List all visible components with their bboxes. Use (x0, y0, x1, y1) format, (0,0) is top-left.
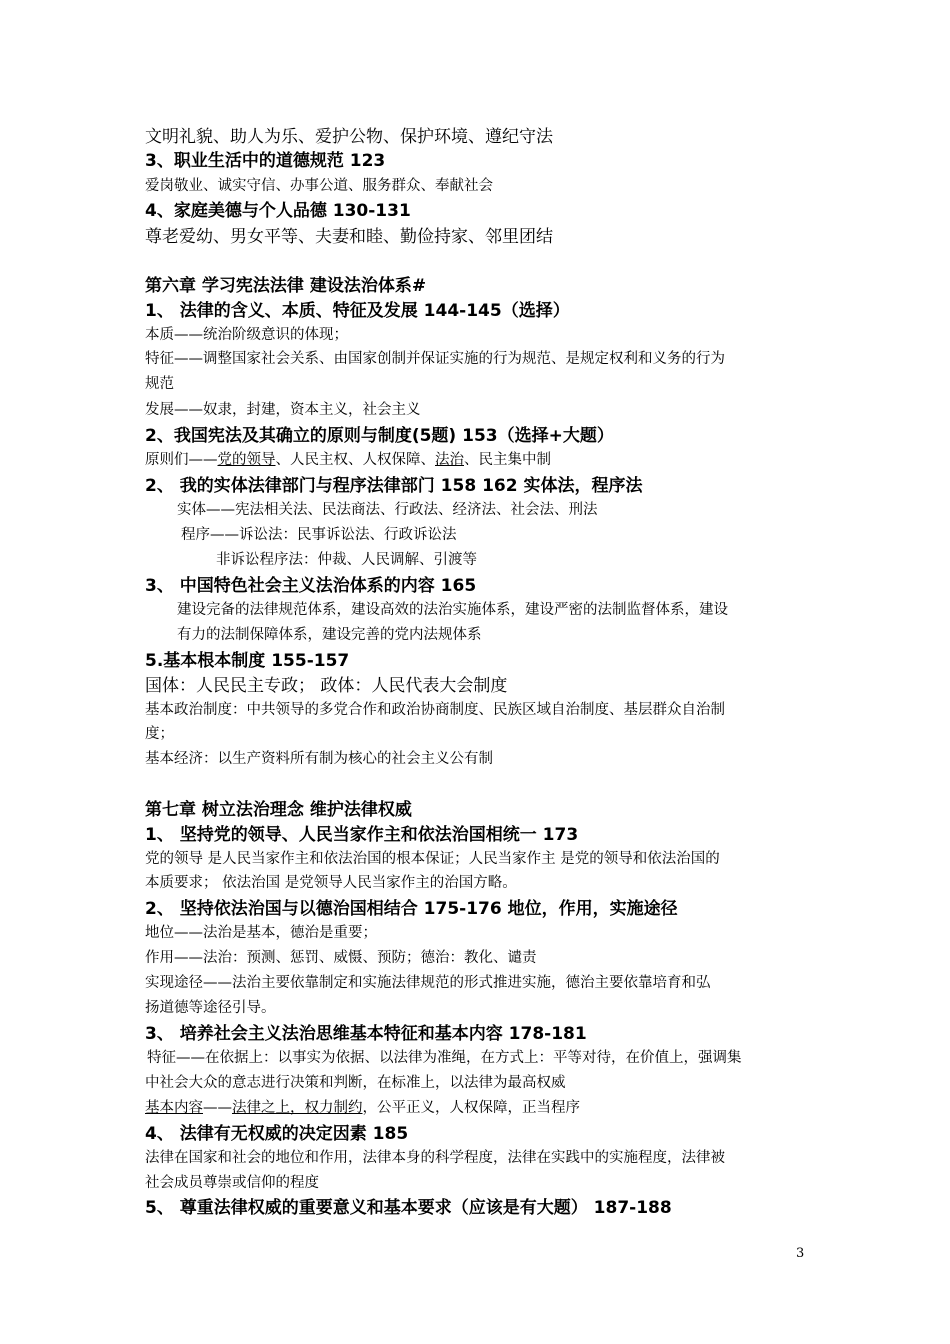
section-heading: 5.基本根本制度 155-157 (145, 651, 350, 671)
text-line: 本质要求； 依法治国 是党领导人民当家作主的治国方略。 (145, 875, 517, 891)
text-segment: 、民主集中制 (464, 452, 551, 468)
page-number: 3 (796, 1246, 805, 1261)
section-heading: 4、 法律有无权威的决定因素 185 (145, 1124, 409, 1144)
text-line: 建设完备的法律规范体系，建设高效的法治实施体系，建设严密的法制监督体系，建设 (177, 602, 728, 618)
text-line: 特征——调整国家社会关系、由国家创制并保证实施的行为规范、是规定权利和义务的行为 (145, 351, 725, 367)
text-line: 实现途径——法治主要依靠制定和实施法律规范的形式推进实施，德治主要依靠培育和弘 (145, 975, 711, 991)
underlined-text: 党的领导 (217, 452, 276, 468)
chapter-heading: 第七章 树立法治理念 维护法律权威 (145, 800, 412, 820)
section-heading: 4、家庭美德与个人品德 130-131 (145, 201, 411, 221)
text-line (145, 1100, 580, 1117)
section-heading: 3、职业生活中的道德规范 123 (145, 151, 386, 171)
chapter-heading: 第六章 学习宪法法律 建设法治体系# (145, 276, 427, 296)
section-heading: 3、 中国特色社会主义法治体系的内容 165 (145, 576, 477, 596)
text-line: 规范 (145, 376, 174, 392)
underlined-text: 法律之上，权力制约 (232, 1100, 363, 1116)
text-line: 程序——诉讼法：民事诉讼法、行政诉讼法 (181, 527, 457, 543)
text-segment: —— (203, 1100, 232, 1116)
text-line: 特征——在依据上：以事实为依据、以法律为准绳，在方式上：平等对待，在价值上，强调集 (147, 1050, 742, 1066)
section-heading: 5、 尊重法律权威的重要意义和基本要求（应该是有大题） 187-188 (145, 1198, 672, 1218)
text-segment: 、人民主权、人权保障、 (275, 452, 435, 468)
section-heading: 1、 坚持党的领导、人民当家作主和依法治国相统一 173 (145, 825, 579, 845)
text-line: 国体：人民民主专政； 政体：人民代表大会制度 (145, 676, 508, 696)
text-line: 中社会大众的意志进行决策和判断，在标准上，以法律为最高权威 (145, 1075, 566, 1091)
section-heading: 1、 法律的含义、本质、特征及发展 144-145（选择） (145, 301, 570, 321)
underlined-text: 基本内容 (145, 1100, 203, 1116)
section-heading: 2、 坚持依法治国与以德治国相结合 175-176 地位，作用，实施途径 (145, 899, 678, 919)
text-line: 非诉讼程序法：仲裁、人民调解、引渡等 (216, 552, 477, 568)
text-segment: 原则们—— (145, 452, 218, 468)
text-line: 本质——统治阶级意识的体现； (145, 327, 348, 343)
text-line: 实体——宪法相关法、民法商法、行政法、经济法、社会法、刑法 (177, 502, 598, 518)
text-line (145, 452, 551, 469)
text-line: 扬道德等途径引导。 (145, 1000, 276, 1016)
text-line: 发展——奴隶，封建，资本主义，社会主义 (145, 402, 421, 418)
text-segment: ，公平正义，人权保障，正当程序 (362, 1100, 580, 1116)
text-line: 基本经济：以生产资料所有制为核心的社会主义公有制 (145, 751, 493, 767)
text-line: 法律在国家和社会的地位和作用，法律本身的科学程度，法律在实践中的实施程度，法律被 (145, 1150, 725, 1166)
text-line: 爱岗敬业、诚实守信、办事公道、服务群众、奉献社会 (145, 178, 493, 194)
text-line: 作用——法治：预测、惩罚、威慑、预防；德治：教化、谴责 (145, 950, 537, 966)
text-line: 度； (145, 726, 174, 742)
text-line: 社会成员尊崇或信仰的程度 (145, 1175, 319, 1191)
text-line: 文明礼貌、助人为乐、爱护公物、保护环境、遵纪守法 (145, 127, 553, 147)
section-heading: 2、 我的实体法律部门与程序法律部门 158 162 实体法，程序法 (145, 476, 643, 496)
text-line: 地位——法治是基本，德治是重要； (145, 925, 377, 941)
underlined-text: 法治 (435, 452, 464, 468)
text-line: 党的领导 是人民当家作主和依法治国的根本保证；人民当家作主 是党的领导和依法治国的 (145, 851, 720, 867)
text-line: 有力的法制保障体系，建设完善的党内法规体系 (177, 627, 482, 643)
text-line: 尊老爱幼、男女平等、夫妻和睦、勤俭持家、邻里团结 (145, 227, 553, 247)
section-heading: 3、 培养社会主义法治思维基本特征和基本内容 178-181 (145, 1024, 587, 1044)
text-line: 基本政治制度：中共领导的多党合作和政治协商制度、民族区域自治制度、基层群众自治制 (145, 702, 725, 718)
section-heading: 2、我国宪法及其确立的原则与制度(5题) 153（选择+大题） (145, 426, 614, 446)
